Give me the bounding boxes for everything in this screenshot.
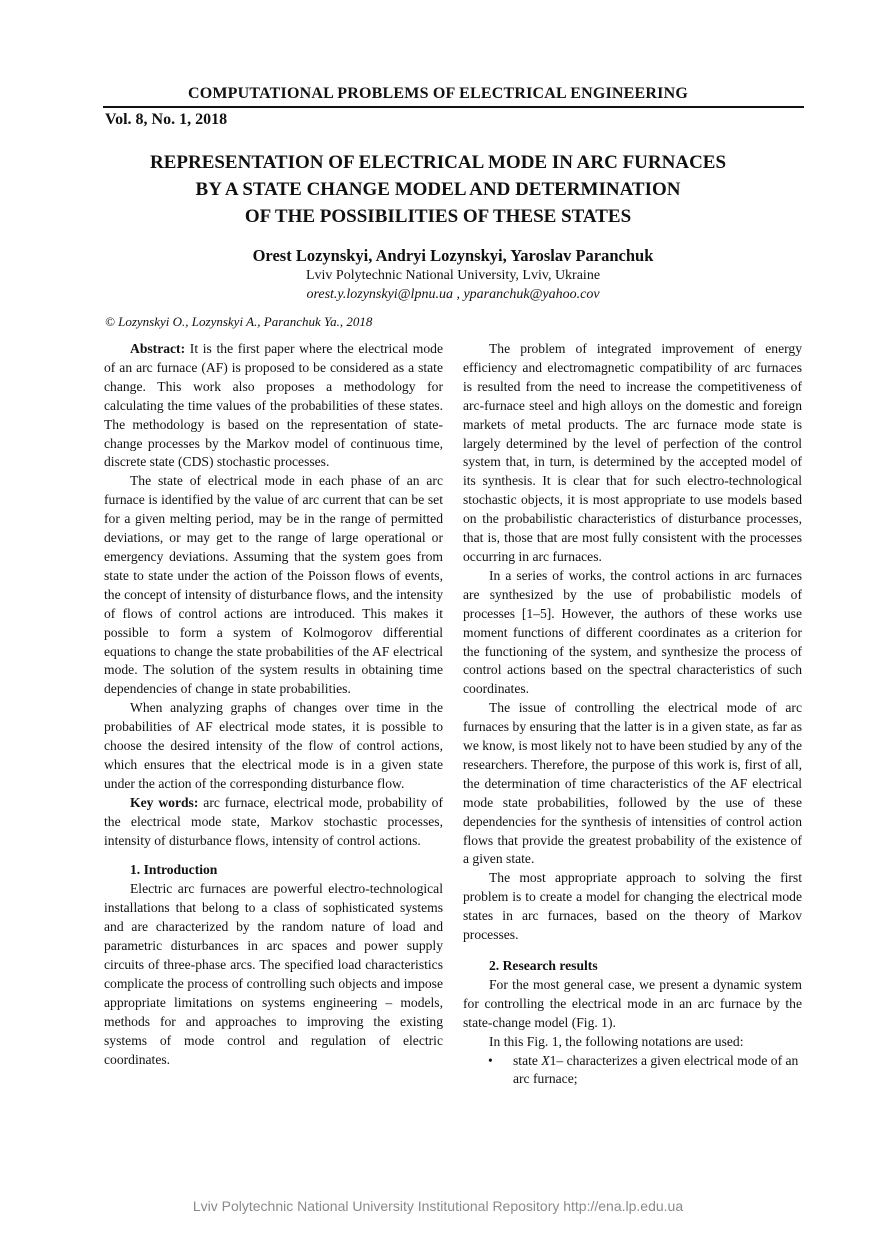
notation-list-item (463, 1052, 802, 1090)
body-paragraph: In a series of works, the control actions in arc furnaces are synthesized by the use of probabilistic models of processes [1–5]. However, the authors of these works use moment functions of different coordinates as a criterion for the functioning of the system, and synthesize the process of control actions based on the spectral characteristics of such coordinates. (463, 567, 802, 697)
title-line: REPRESENTATION OF ELECTRICAL MODE IN ARC FURNACES (149, 152, 727, 173)
paper-title (0, 149, 876, 230)
body-paragraph: For the most general case, we present a dynamic system for controlling the electrical mode in an arc furnace by the state-change model (Fig. 1). (463, 976, 802, 1030)
affiliation: Lviv Polytechnic National University, Lviv, Ukraine (305, 268, 601, 283)
bullet-text: 1– characterizes a given electrical mode of an arc furnace; (513, 1052, 799, 1087)
body-paragraph: The problem of integrated improvement of energy efficiency and electromagnetic compatibility of arc furnaces is resulted from the need to increase the competitiveness of arc-furnace steel and high alloys on the domestic and foreign markets of metal products. The arc furnace mode state is largely determined by the level of perfection of the control system that, in turn, is determined by the accepted model of its synthesis. It is clear that for such electro-technological stochastic objects, it is most appropriate to use models based on the probabilistic characteristics of disturbance processes, that is, those that are most fully consistent with the processes occurring in arc furnaces. (463, 341, 802, 564)
bullet-prefix: state (513, 1052, 542, 1068)
results-heading: 2. Research results (489, 958, 598, 973)
abstract-paragraph (104, 340, 443, 472)
journal-name: COMPUTATIONAL PROBLEMS OF ELECTRICAL ENGINEERING (187, 85, 689, 102)
left-column (104, 340, 443, 1069)
abstract-text: It is the first paper where the electrical mode of an arc furnace (AF) is proposed to be considered as a state change. This work also proposes a methodology for calculating the time values of the probabilities of these states. The methodology is based on the representation of state-change processes by the Markov model of continuous time, discrete state (CDS) stochastic processes. (104, 341, 443, 470)
body-paragraph: The most appropriate approach to solving the first problem is to create a model for changing the electrical mode states in arc furnaces, based on the theory of Markov processes. (463, 870, 802, 943)
authors: Orest Lozynskyi, Andryi Lozynskyi, Yaroslav Paranchuk (252, 246, 654, 265)
header-rule (103, 106, 804, 108)
body-paragraph: In this Fig. 1, the following notations are used: (489, 1033, 744, 1049)
keywords-label: Key words: (130, 794, 199, 810)
author-emails: orest.y.lozynskyi@lpnu.ua , yparanchuk@yahoo.cov (306, 287, 600, 302)
copyright-notice: © Lozynskyi O., Lozynskyi A., Paranchuk Ya., 2018 (105, 314, 373, 329)
bullet-marker: • (488, 1052, 493, 1068)
keywords-text: arc furnace, electrical mode, probability of the electrical mode state, Markov stochastic processes, intensity of disturbance flows, intensity of control actions. (104, 794, 444, 848)
state-variable: X (541, 1052, 550, 1068)
title-line: OF THE POSSIBILITIES OF THESE STATES (244, 206, 632, 227)
abstract-paragraph: The state of electrical mode in each phase of an arc furnace is identified by the value of arc current that can be set for a given melting period, may be in the range of permitted deviations, or may get to the range of large operational or emergency deviations. Assuming that the system goes from state to state under the action of the Poisson flows of events, the concept of intensity of disturbance flows, and the intensity of flows of control actions are introduced. This makes it possible to form a system of Kolmogorov differential equations to change the state probabilities of the AF electrical mode. The solution of the system results in obtaining time dependencies of change in state probabilities. (104, 473, 443, 697)
introduction-heading: 1. Introduction (130, 862, 218, 878)
title-line: BY A STATE CHANGE MODEL AND DETERMINATION (195, 179, 681, 200)
volume-info: Vol. 8, No. 1, 2018 (105, 111, 228, 128)
repository-footer: Lviv Polytechnic National University Institutional Repository http://ena.lp.edu.ua (192, 1198, 684, 1214)
abstract-label: Abstract: (130, 341, 186, 356)
abstract-paragraph: When analyzing graphs of changes over time in the probabilities of AF electrical mode states, it is possible to choose the desired intensity of the flow of control actions, which ensures that the electrical mode is in a given state under the action of the corresponding disturbance flow. (104, 700, 443, 791)
body-paragraph: The issue of controlling the electrical mode of arc furnaces by ensuring that the latter is in a given state, as far as we know, is most likely not to have been studied by any of the researchers. Therefore, the purpose of this work is, first of all, the determination of time characteristics of the AF electrical mode state probabilities, followed by the use of these dependencies for the synthesis of intensities of control action flows that provide the greatest probability of the existence of a given state. (463, 700, 802, 867)
body-paragraph: Electric arc furnaces are powerful electro-technological installations that belong to a class of sophisticated systems and are characterized by the random nature of load and parametric disturbances in arc spaces and power supply circuits of three-phase arcs. The specified load characteristics complicate the process of controlling such objects and impose appropriate limitations on systems engineering – models, methods for and approaches to improving the existing systems of mode control and regulation of electric coordinates. (104, 881, 443, 1067)
right-column (463, 340, 802, 1089)
keywords-paragraph (104, 794, 443, 851)
